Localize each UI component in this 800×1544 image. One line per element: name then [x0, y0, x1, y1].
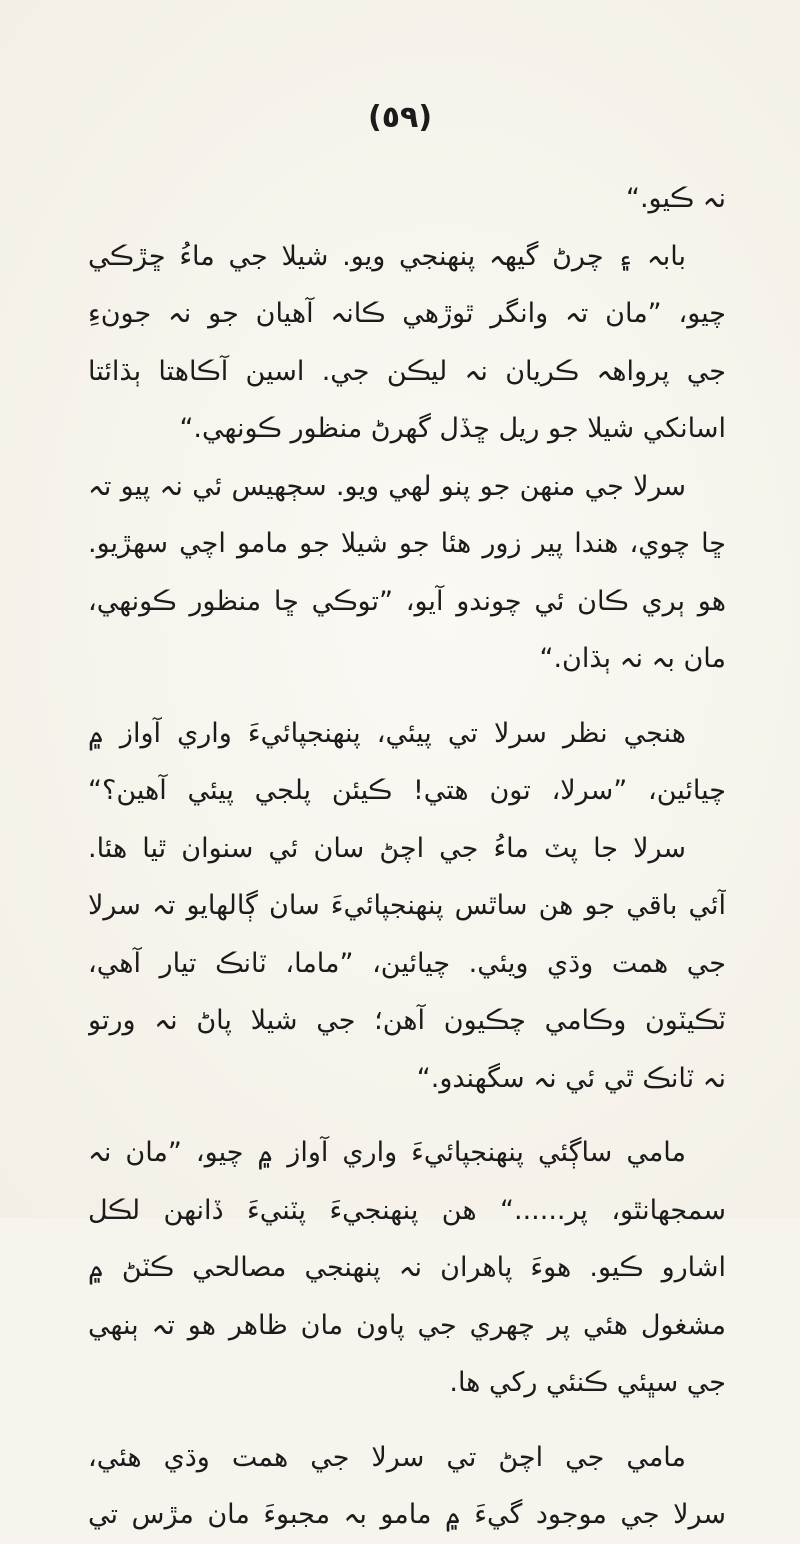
- text-line: ٽڪيٽون وڪامي چڪيون آهن؛ جي شيلا پاڻ نہ ورتو: [88, 1005, 726, 1036]
- text-line: جي سڀئي ڪنئي رکي ها.: [449, 1367, 726, 1398]
- text-line: جي همت وڌي ويئي. چيائين، ”ماما، ٽانڪ تيار آهي،: [88, 947, 726, 979]
- text-line: هو ٻري ڪان ئي چوندو آيو، ”توڪي ڇا منظور ڪونهي،: [88, 585, 726, 617]
- text-line: نہ ڪيو.“: [625, 183, 726, 214]
- text-line: سمجهانٿو، پر......“ هن پنهنجيءَ پٽنيءَ ڏانهن لڪل: [88, 1194, 726, 1226]
- text-line: چيائين، ”سرلا، تون هتي! ڪيئن پلجي پيئي آهين؟“: [88, 775, 726, 806]
- text-line: سرلا جي منهن جو پنو لهي ويو. سڄهيس ئي نہ پيو تہ: [88, 470, 686, 502]
- text-line: سرلا جي موجود گيءَ ۾ مامو بہ مجبوءَ مان مڙس تي: [88, 1499, 726, 1530]
- text-line: مامي ساڳئي پنهنجپائيءَ واري آواز ۾ چيو، ”مان نہ: [88, 1137, 686, 1168]
- text-line: سرلا جا پٽ ماءُ جي اچڻ سان ئي سنوان ٿيا هئا.: [88, 832, 686, 864]
- body-text: [88, 170, 726, 1544]
- text-line: مامي جي اچڻ تي سرلا جي همت وڌي هئي،: [88, 1441, 686, 1473]
- text-line: جي پرواهہ ڪريان نہ ليڪن جي. اسين آڪاهتا ٻڌائتا: [88, 355, 726, 387]
- text-line: هنجي نظر سرلا تي پيئي، پنهنجپائيءَ واري آواز ۾: [88, 717, 686, 749]
- text-line: اسانکي شيلا جو ريل ڇڏل گهرڻ منظور ڪونهي.“: [179, 413, 726, 444]
- page-number: (٥٩): [367, 100, 433, 135]
- text-line: اشارو ڪيو. هوءَ پاهران نہ پنهنجي مصالحي ڪٽڻ ۾: [88, 1252, 726, 1283]
- text-line: نہ ٽانڪ ٿي ئي نہ سگهندو.“: [416, 1062, 726, 1094]
- text-line: بابہ ۽ چرڻ گيهہ پنهنجي ويو. شيلا جي ماءُ ڇڙڪي: [88, 240, 686, 272]
- text-line: مان بہ نہ ٻڌان.“: [539, 643, 726, 674]
- text-line: آئي باقي جو هن ساٿس پنهنجپائيءَ سان ڳالهايو تہ سرلا: [88, 890, 726, 921]
- text-line: ڇا چوي، هندا پير زور هئا جو شيلا جو مامو اچي سهڙيو.: [88, 528, 726, 559]
- text-line: مشغول هئي پر چهري جي پاون مان ظاهر هو تہ ٻنهي: [88, 1309, 726, 1341]
- text-line: چيو، ”مان تہ وانگر ٿوڙهي ڪانہ آهيان جو نہ جونءِ: [88, 298, 726, 329]
